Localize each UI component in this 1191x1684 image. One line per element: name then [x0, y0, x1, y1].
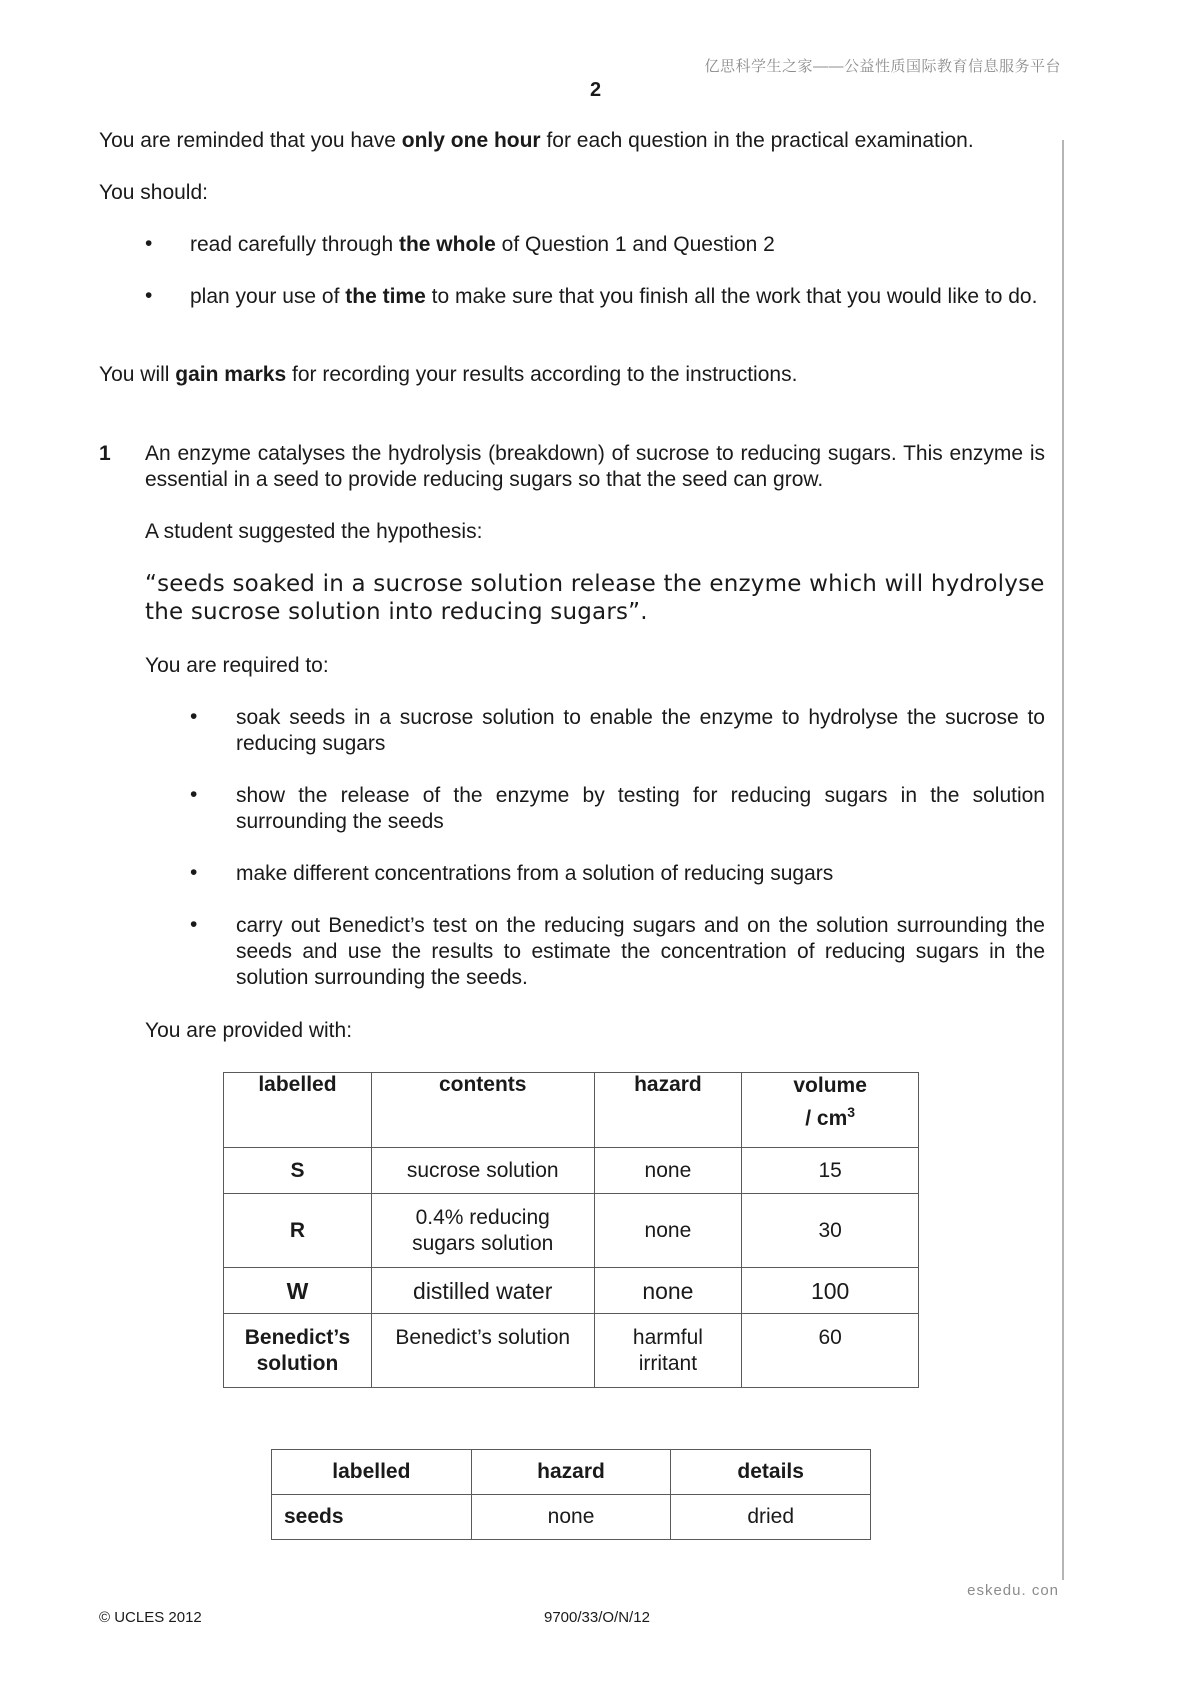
table-header-row: [272, 1450, 871, 1495]
header-contents: contents: [371, 1073, 594, 1148]
footer-code: 9700/33/O/N/12: [544, 1609, 650, 1626]
required-bullet-4: carry out Benedict’s test on the reducing sugars and on the solution surrounding the seeds and use the results to estimate the concentration of reducing sugars in the solution surrounding the seeds.: [236, 914, 1045, 989]
hypothesis-quote: “seeds soaked in a sucrose solution release the enzyme which will hydrolyse the sucrose solution into reducing sugars”.: [145, 571, 1045, 625]
bullet-dot: •: [145, 284, 153, 307]
table-row: seeds none dried: [272, 1495, 871, 1540]
hypothesis-lead: A student suggested the hypothesis:: [145, 520, 483, 543]
question-number: 1: [99, 442, 111, 465]
you-should-heading: You should:: [99, 181, 208, 204]
header-details: details: [671, 1450, 871, 1495]
footer-copyright: © UCLES 2012: [99, 1609, 202, 1626]
should-bullet-1: read carefully through the whole of Question 1 and Question 2: [190, 233, 775, 256]
table-header-row: [224, 1073, 919, 1148]
reminder-text: [99, 128, 974, 154]
header-hazard: hazard: [471, 1450, 671, 1495]
question-intro: An enzyme catalyses the hydrolysis (breakdown) of sucrose to reducing sugars. This enzyme is essential in a seed to provide reducing sugars so that the seed can grow.: [145, 442, 1045, 491]
required-lead: You are required to:: [145, 654, 329, 677]
provided-lead: You are provided with:: [145, 1019, 353, 1042]
reminder-bold: only one hour: [401, 129, 541, 152]
header-labelled: labelled: [224, 1073, 372, 1148]
required-bullet-1: soak seeds in a sucrose solution to enable the enzyme to hydrolyse the sucrose to reducing sugars: [236, 706, 1045, 755]
bullet-dot: •: [190, 913, 198, 936]
table-row: R 0.4% reducing sugars solution none 30: [224, 1194, 919, 1268]
bullet-dot: •: [190, 783, 198, 806]
gain-marks-text: You will gain marks for recording your results according to the instructions.: [99, 363, 798, 386]
table-row: S sucrose solution none 15: [224, 1148, 919, 1194]
header-hazard: hazard: [594, 1073, 742, 1148]
materials-table: [223, 1072, 919, 1388]
bullet-dot: •: [190, 705, 198, 728]
margin-rule: [1062, 140, 1064, 1580]
required-bullet-3: make different concentrations from a solution of reducing sugars: [236, 862, 834, 885]
table-row: Benedict’s solution Benedict’s solution harmful irritant 60: [224, 1314, 919, 1388]
required-bullet-2: show the release of the enzyme by testing for reducing sugars in the solution surrounding the seeds: [236, 784, 1045, 833]
reminder-post: for each question in the practical examination.: [540, 129, 974, 152]
header-labelled: labelled: [272, 1450, 472, 1495]
bullet-dot: •: [190, 861, 198, 884]
seeds-table: [271, 1449, 871, 1540]
bullet-dot: •: [145, 232, 153, 255]
watermark-header: 亿思科学生之家——公益性质国际教育信息服务平台: [704, 58, 1061, 75]
watermark-footer: eskedu. con: [967, 1582, 1059, 1599]
header-volume: volume / $cm^3$: [742, 1073, 919, 1148]
page-number: 2: [589, 79, 602, 101]
table-row: W distilled water none 100: [224, 1268, 919, 1314]
reminder-pre: You are reminded that you have: [99, 129, 402, 152]
should-bullet-2: plan your use of the time to make sure that you finish all the work that you would like to do.: [190, 285, 1038, 308]
